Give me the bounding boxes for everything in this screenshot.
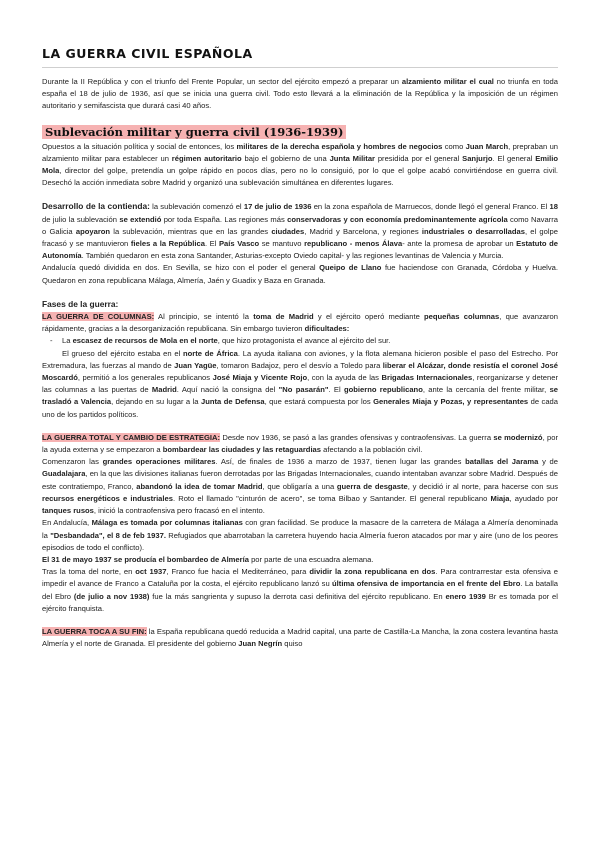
intro-paragraph — [42, 76, 558, 113]
text-run: , Madrid y Barcelona, y regiones — [304, 226, 422, 236]
bold-text: tanques rusos — [42, 506, 94, 516]
text-run: y el ejército operó mediante — [313, 312, 425, 322]
bold-text: pequeñas columnas — [424, 312, 500, 322]
text-run: por toda España. Las regiones más — [161, 214, 288, 224]
text-run: en la zona española de Marruecos, donde llegó el general Franco. El — [311, 202, 550, 212]
text-run: fue haciendose con Granada, Córdoba y Huelva. Quedaron en zona republicana Málaga, Almería, Jaén y Guadix y Baza en Granada. — [42, 263, 558, 285]
fin-paragraph — [42, 626, 558, 650]
text-run: , ante la cercanía del frente militar, — [422, 385, 550, 395]
bold-text: se modernizó — [493, 432, 543, 442]
bold-text: militares de la derecha española y hombres de negocios — [236, 141, 443, 151]
bold-text: abandonó la idea de tomar Madrid — [136, 481, 263, 491]
bold-text: (de julio a nov 1938) — [73, 591, 150, 601]
text-run: Refugiados que abarrotaban la carretera huyendo hacia Almería fueron atacados por mar y aire (uno de los peores episodios de todo el conflicto). — [42, 530, 558, 552]
total-paragraph-5 — [42, 566, 558, 615]
text-run: la España republicana quedó reducida a Madrid capital, una parte de Castilla-La Mancha, la zona costera levantina hasta Almería y el norte de Granada. El presidente del gobierno — [42, 626, 559, 649]
bold-text: liberar el Alcázar, donde resistía el coronel José Moscardó — [42, 360, 558, 383]
text-run: , director del golpe, pretendía un golpe rápido en pocos días, pero no lo consiguió, por lo que el golpe acabó convirtiéndose en guerra civil. Desechó la acción inmediata sobre Madrid y organizó una sublevación simultánea en diferentes lugares. — [42, 166, 558, 188]
text-run: fue la más sangrienta y supuso la derrota casi definitiva del ejército republicano. En — [149, 591, 446, 601]
bold-text: oct 1937 — [135, 567, 167, 577]
bold-text: Desarrollo de la contienda: — [42, 201, 150, 212]
bold-text: País Vasco — [218, 239, 260, 249]
bold-text: norte de África — [183, 348, 238, 358]
text-run: bajo el gobierno de una — [241, 153, 330, 163]
text-run: como Navarra o Galicia — [42, 214, 558, 236]
text-run: se mantuvo — [259, 239, 305, 249]
text-run: Comenzaron las — [42, 457, 103, 467]
bold-text: enero 1939 — [445, 591, 486, 601]
text-run: la sublevación comenzó el — [149, 202, 244, 212]
text-run: . Aquí nació la consigna del — [176, 385, 279, 395]
bold-text: republicano - menos Álava — [304, 239, 403, 249]
text-run: El grueso del ejército estaba en el — [62, 348, 183, 358]
total-paragraph-2 — [42, 456, 558, 517]
bold-text: última ofensiva de importancia en el frente del Ebro — [332, 579, 521, 589]
text-run: . La batalla del Ebro — [42, 579, 559, 601]
bold-text: Juan March — [465, 141, 509, 151]
text-run: la sublevación, mientras que en las grandes — [110, 226, 272, 236]
bold-text: José Miaja y Vicente Rojo — [212, 373, 308, 383]
text-run: , permitió a los generales republicanos — [77, 373, 213, 383]
text-run: , Franco fue hacia el Mediterráneo, para — [166, 567, 310, 577]
bold-text: alzamiento militar el cual — [401, 77, 494, 86]
text-run: . El general — [492, 153, 536, 163]
text-run: afectando a la población civil. — [321, 445, 423, 455]
text-run: , en la que las divisiones italianas fueron derrotadas por las Brigadas Internacionales, cuando intentaban avanzar sobre Madrid. Después de este contratiempo, Franco, — [42, 469, 558, 491]
bold-text: escasez de recursos de Mola en el norte — [72, 336, 218, 346]
total-paragraph-1 — [42, 432, 558, 456]
bold-text: "Desbandada", el 8 de feb 1937. — [50, 530, 166, 540]
section-heading-sublevacion: Sublevación militar y guerra civil (1936-1939) — [42, 125, 346, 139]
text-run: Opuestos a la situación política y social de entonces, los — [42, 141, 237, 151]
total-paragraph-3 — [42, 517, 558, 554]
text-run: , y decidió ir al norte, para hacerse con sus — [407, 481, 559, 491]
bold-text: ciudades — [271, 226, 305, 236]
text-run: de julio la sublevación — [42, 214, 120, 224]
bold-text: "No pasarán" — [278, 385, 329, 395]
text-run: , tomaron Badajoz, pero el desvío a Toledo para — [216, 360, 383, 370]
bold-text: Junta de Defensa — [201, 397, 265, 407]
desarrollo-paragraph — [42, 200, 558, 262]
text-run: . Así, de finales de 1936 a marzo de 1937, tienen lugar las grandes — [215, 457, 466, 467]
text-run: , que obligaría a una — [262, 481, 337, 491]
text-run: , que hizo protagonista el avance al ejército del sur. — [217, 336, 391, 346]
bold-text: industriales o desarrolladas — [421, 226, 525, 236]
bold-text: Juan Negrín — [238, 639, 283, 649]
text-run: Br es tomada por el ejército franquista. — [42, 591, 558, 613]
text-run: , con la ayuda de las — [307, 373, 382, 383]
text-run: Desde nov 1936, se pasó a las grandes ofensivas y contraofensivas. La guerra — [220, 432, 494, 442]
text-run: presidida por el general — [375, 153, 463, 163]
total-label: LA GUERRA TOTAL Y CAMBIO DE ESTRATEGIA: — [42, 432, 221, 442]
columnas-paragraph — [42, 311, 558, 335]
bullet-mola — [42, 335, 558, 347]
bold-text: Guadalajara — [42, 469, 86, 479]
text-run: . Roto el llamado "cinturón de acero", se toma Bilbao y Santander. El general republicano — [172, 493, 491, 503]
fases-heading: Fases de la guerra: — [42, 298, 119, 309]
text-run: de cada uno de los partidos políticos. — [42, 397, 559, 419]
total-paragraph-4 — [42, 554, 558, 566]
bold-text: 18 — [549, 202, 558, 212]
bold-text: batallas del Jarama — [465, 457, 539, 467]
bold-text: Estatuto de Autonomía — [42, 239, 559, 261]
text-run: La — [62, 336, 73, 346]
title-divider — [42, 67, 558, 68]
text-run: . El — [204, 239, 219, 249]
bold-text: grandes operaciones militares — [102, 457, 216, 467]
fin-label: LA GUERRA TOCA A SU FIN: — [42, 626, 147, 636]
bold-text: Sanjurjo — [462, 153, 493, 163]
text-run: Andalucía quedó dividida en dos. En Sevilla, se hizo con el poder el general — [42, 263, 320, 273]
andalucia-paragraph — [42, 262, 558, 286]
bold-text: 17 de julio de 1936 — [243, 202, 312, 212]
text-run: , ayudado por — [509, 493, 558, 503]
bold-text: Madrid — [151, 385, 177, 395]
bold-text: Queipo de Llano — [319, 263, 382, 273]
bold-text: Brigadas Internacionales — [381, 373, 473, 383]
bold-text: Miaja — [490, 493, 510, 503]
sublevacion-paragraph — [42, 141, 558, 190]
bold-text: dividir la zona republicana en dos — [309, 567, 436, 577]
bold-text: se trasladó a Valencia — [42, 385, 559, 407]
document-title: LA GUERRA CIVIL ESPAÑOLA — [42, 46, 253, 61]
text-run: no triunfa en toda españa el 18 de julio de 1936, así que se inicia una guerra civil. Todo esto llevará a la eliminación de la República y la imposición de un régimen autoritario y semifascista que durará casi 40 años. — [42, 77, 559, 111]
bold-text: El 31 de mayo 1937 se producía el bombardeo de Almería — [42, 554, 249, 564]
bold-text: se extendió — [119, 214, 162, 224]
text-run: , prepraban un alzamiento militar para establecer un — [42, 141, 559, 163]
bold-text: Junta Militar — [329, 153, 375, 163]
bold-text: régimen autoritario — [171, 153, 242, 163]
bullet-africa — [42, 348, 558, 421]
bold-text: apoyaron — [75, 226, 111, 236]
text-run: . Para contrarrestar esta ofensiva e impedir el avance de Franco a Cataluña por la costa, el ejército republicano lanzó su — [42, 567, 559, 589]
bold-text: conservadoras y con economía predominantemente agrícola — [287, 214, 508, 224]
bold-text: dificultades: — [304, 324, 350, 334]
bold-text: gobierno republicano — [343, 385, 423, 395]
text-run: En Andalucía, — [42, 518, 92, 528]
columnas-label: LA GUERRA DE COLUMNAS: — [42, 312, 155, 322]
text-run: quiso — [282, 639, 303, 649]
text-run: como — [442, 141, 466, 151]
bold-text: guerra de desgaste — [336, 481, 408, 491]
document-page — [42, 46, 558, 650]
text-run: - ante la promesa de aprobar un — [402, 239, 517, 249]
bold-text: fieles a la República — [130, 239, 205, 249]
text-run: . También quedaron en esta zona Santander, Asturias-excepto Oviedo capital- y las regiones levantinas de Valencia y Murcia. — [81, 251, 504, 261]
text-run: Tras la toma del norte, en — [42, 567, 136, 577]
text-run: con gran facilidad. Se produce la masacre de la carretera de Málaga a Almería denominada la — [42, 518, 558, 540]
bold-text: Málaga es tomada por columnas italianas — [91, 518, 243, 528]
text-run: , el golpe fracasó y se mantuvieron — [42, 226, 559, 249]
text-run: , que avanzaron rápidamente, gracias a la desorganización republicana. Sin embargo tuvieron — [42, 312, 558, 334]
bold-text: recursos energéticos e industriales — [42, 493, 173, 503]
text-run: y de — [538, 457, 558, 467]
bold-text: Juan Yagüe — [174, 360, 217, 370]
text-run: , por la ayuda externa y se empezaron a — [42, 432, 559, 455]
text-run: , inició la contraofensiva pero fracasó en el intento. — [93, 506, 265, 516]
text-run: , que estará compuesta por los — [264, 397, 374, 407]
bold-text: Generales Miaja y Pozas, y representantes — [373, 397, 529, 407]
text-run: por parte de una escuadra alemana. — [248, 554, 374, 564]
text-run: . El — [328, 385, 344, 395]
text-run: , reorganizarse y detener las columnas a las puertas de — [42, 373, 558, 395]
text-run: Al principio, se intentó la — [154, 312, 254, 322]
bold-text: toma de Madrid — [253, 312, 314, 322]
text-run: Durante la II República y con el triunfo del Frente Popular, un sector del ejército empezó a preparar un — [42, 77, 402, 86]
bold-text: Emilio Mola — [42, 153, 558, 176]
bold-text: bombardear las ciudades y las retaguardias — [162, 445, 322, 455]
text-run: , dejando en su lugar a la — [111, 397, 202, 407]
text-run: . La ayuda italiana con aviones, y la flota alemana hicieron posible el paso del Estrecho. Por Extremadura, las fuerzas al mando de — [42, 348, 558, 370]
